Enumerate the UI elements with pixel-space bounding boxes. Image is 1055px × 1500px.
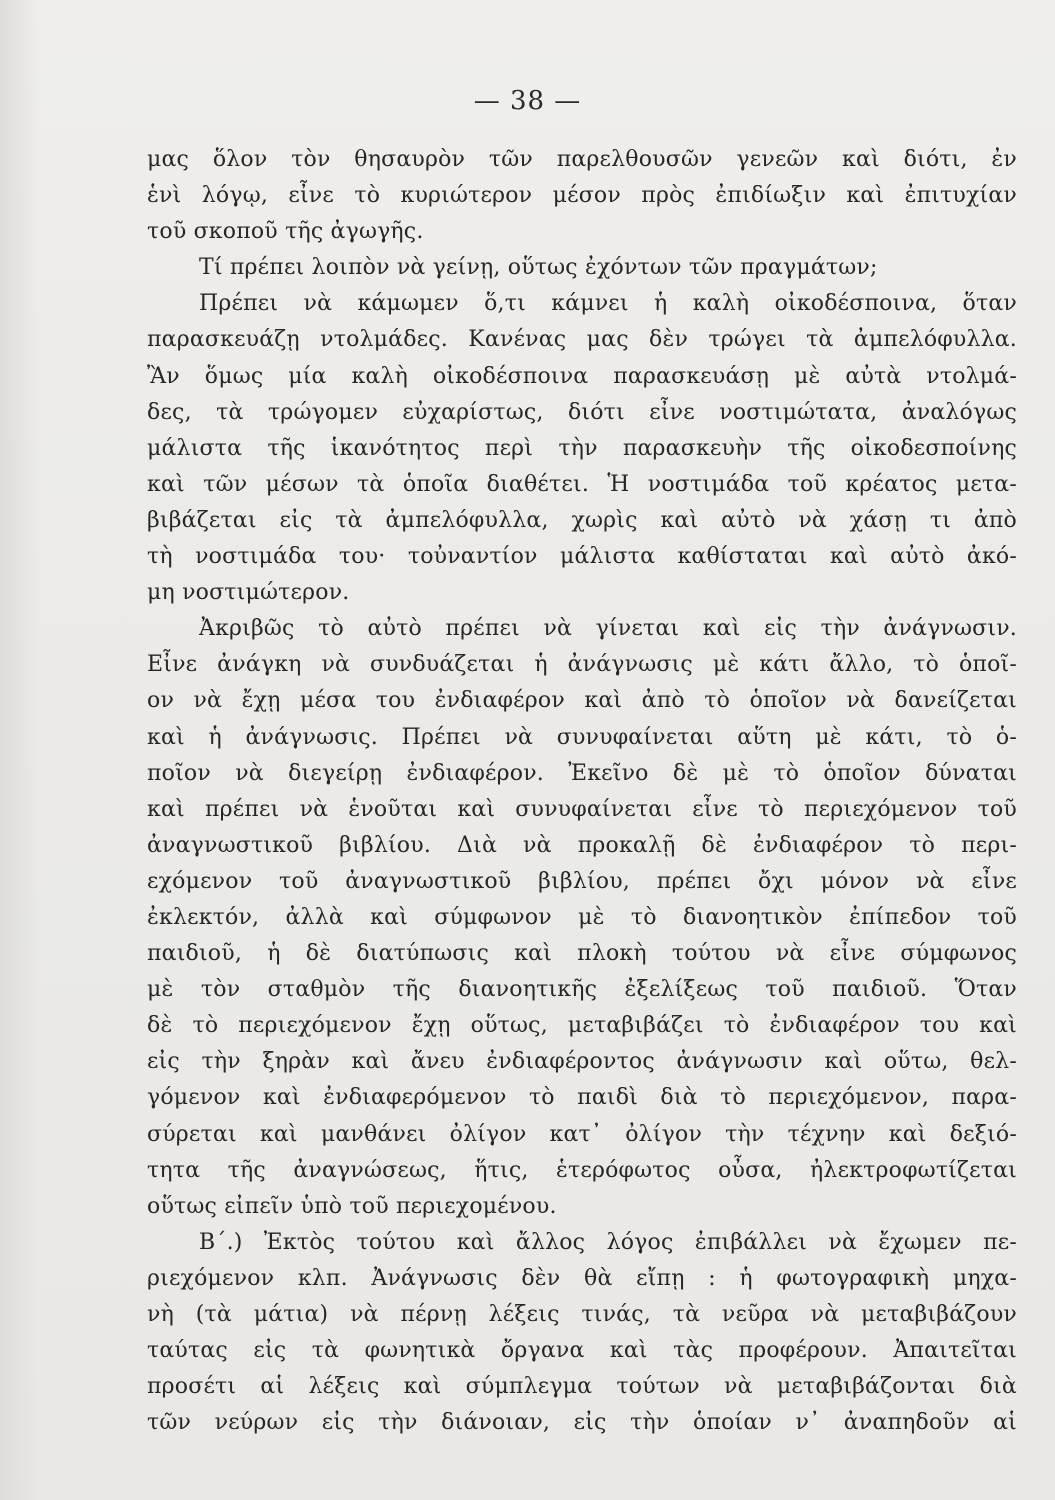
text-line: βιβάζεται εἰς τὰ ἀμπελόφυλλα, χωρὶς καὶ αὐτὸ νὰ χάσῃ τι ἀπὸ — [147, 507, 1017, 533]
text-line: προσέτι αἱ λέξεις καὶ σύμπλεγμα τούτων νὰ μεταβιβάζονται διὰ — [147, 1374, 1017, 1400]
text-line: γόμενον καὶ ἐνδιαφερόμενον τὸ παιδὶ διὰ τὸ περιεχόμενον, παρα- — [147, 1085, 1017, 1111]
text-line: μας ὅλον τὸν θησαυρὸν τῶν παρελθουσῶν γενεῶν καὶ διότι, ἐν — [147, 147, 1017, 172]
page-number: — 38 — — [473, 86, 582, 116]
text-line: Ἂν ὅμως μία καλὴ οἰκοδέσποινα παρασκευάσῃ μὲ αὐτὰ ντολμά- — [147, 363, 1017, 389]
text-line: δὲ τὸ περιεχόμενον ἔχῃ οὕτως, μεταβιβάζει τὸ ἐνδιαφέρον του καὶ — [147, 1013, 1017, 1039]
text-line: παρασκευάζῃ ντολμάδες. Κανένας μας δὲν τρώγει τὰ ἀμπελόφυλλα. — [147, 327, 1017, 353]
body-text — [147, 142, 1017, 1441]
text-line: δες, τὰ τρώγομεν εὐχαρίστως, διότι εἶνε νοστιμώτατα, ἀναλόγως — [147, 399, 1017, 425]
text-line: παιδιοῦ, ἡ δὲ διατύπωσις καὶ πλοκὴ τούτου νὰ εἶνε σύμφωνος — [147, 941, 1017, 967]
text-line: ταύτας εἰς τὰ φωνητικὰ ὄργανα καὶ τὰς προφέρουν. Ἀπαιτεῖται — [147, 1338, 1017, 1364]
text-line: τοῦ σκοποῦ τῆς ἀγωγῆς. — [147, 219, 424, 245]
text-line: καὶ τῶν μέσων τὰ ὁποῖα διαθέτει. Ἡ νοστιμάδα τοῦ κρέατος μετα- — [147, 471, 1017, 497]
text-line: Πρέπει νὰ κάμωμεν ὅ,τι κάμνει ἡ καλὴ οἰκοδέσποινα, ὅταν — [199, 291, 1017, 317]
text-line: ἐκλεκτόν, ἀλλὰ καὶ σύμφωνον μὲ τὸ διανοητικὸν ἐπίπεδον τοῦ — [147, 904, 1017, 930]
text-line: ποῖον νὰ διεγείρῃ ἐνδιαφέρον. Ἐκεῖνο δὲ μὲ τὸ ὁποῖον δύναται — [147, 760, 1017, 786]
text-line: μάλιστα τῆς ἱκανότητος περὶ τὴν παρασκευὴν τῆς οἰκοδεσποίνης — [147, 435, 1017, 461]
page-shadow — [0, 0, 40, 1500]
text-line: Τί πρέπει λοιπὸν νὰ γείνῃ, οὕτως ἐχόντων τῶν πραγμάτων; — [199, 255, 878, 281]
text-line: ἀναγνωστικοῦ βιβλίου. Διὰ νὰ προκαλῇ δὲ ἐνδιαφέρον τὸ περι- — [147, 832, 1017, 858]
text-line: εἰς τὴν ξηρὰν καὶ ἄνευ ἐνδιαφέροντος ἀνάγνωσιν καὶ οὕτω, θελ- — [147, 1049, 1017, 1075]
text-line: μὲ τὸν σταθμὸν τῆς διανοητικῆς ἐξελίξεως τοῦ παιδιοῦ. Ὅταν — [147, 977, 1017, 1003]
text-line: ριεχόμενον κλπ. Ἀνάγνωσις δὲν θὰ εἴπῃ : ἡ φωτογραφικὴ μηχα- — [147, 1265, 1017, 1291]
text-line: τὴ νοστιμάδα του· τοὐναντίον μάλιστα καθίσταται καὶ αὐτὸ ἀκό- — [147, 544, 1017, 570]
text-line: ον νὰ ἔχῃ μέσα του ἐνδιαφέρον καὶ ἀπὸ τὸ ὁποῖον νὰ δανείζεται — [147, 688, 1017, 714]
text-line: Εἶνε ἀνάγκη νὰ συνδυάζεται ἡ ἀνάγνωσις μὲ κάτι ἄλλο, τὸ ὁποῖ- — [147, 652, 1017, 678]
text-line: ἑνὶ λόγῳ, εἶνε τὸ κυριώτερον μέσον πρὸς ἐπιδίωξιν καὶ ἐπιτυχίαν — [147, 183, 1017, 209]
text-line: Ἀκριβῶς τὸ αὐτὸ πρέπει νὰ γίνεται καὶ εἰς τὴν ἀνάγνωσιν. — [199, 616, 1017, 642]
text-line: καὶ ἡ ἀνάγνωσις. Πρέπει νὰ συνυφαίνεται αὕτη μὲ κάτι, τὸ ὁ- — [147, 724, 1017, 750]
text-line: οὕτως εἰπεῖν ὑπὸ τοῦ περιεχομένου. — [147, 1193, 557, 1219]
text-line: τητα τῆς ἀναγνώσεως, ἥτις, ἑτερόφωτος οὖσα, ἠλεκτροφωτίζεται — [147, 1157, 1017, 1183]
text-line: νὴ (τὰ μάτια) νὰ πέρνῃ λέξεις τινάς, τὰ νεῦρα νὰ μεταβιβάζουν — [147, 1302, 1017, 1327]
text-line: εχόμενον τοῦ ἀναγνωστικοῦ βιβλίου, πρέπει ὄχι μόνον νὰ εἶνε — [147, 868, 1017, 894]
text-line: Β΄.) Ἐκτὸς τούτου καὶ ἄλλος λόγος ἐπιβάλλει νὰ ἔχωμεν πε- — [199, 1229, 1017, 1255]
text-line: τῶν νεύρων εἰς τὴν διάνοιαν, εἰς τὴν ὁποίαν ν᾽ ἀναπηδοῦν αἱ — [147, 1410, 1017, 1436]
text-line: μη νοστιμώτερον. — [147, 580, 350, 606]
text-line: σύρεται καὶ μανθάνει ὀλίγον κατ᾽ ὀλίγον τὴν τέχνην καὶ δεξιό- — [147, 1121, 1017, 1147]
text-line: καὶ πρέπει νὰ ἑνοῦται καὶ συνυφαίνεται εἶνε τὸ περιεχόμενον τοῦ — [147, 796, 1017, 822]
